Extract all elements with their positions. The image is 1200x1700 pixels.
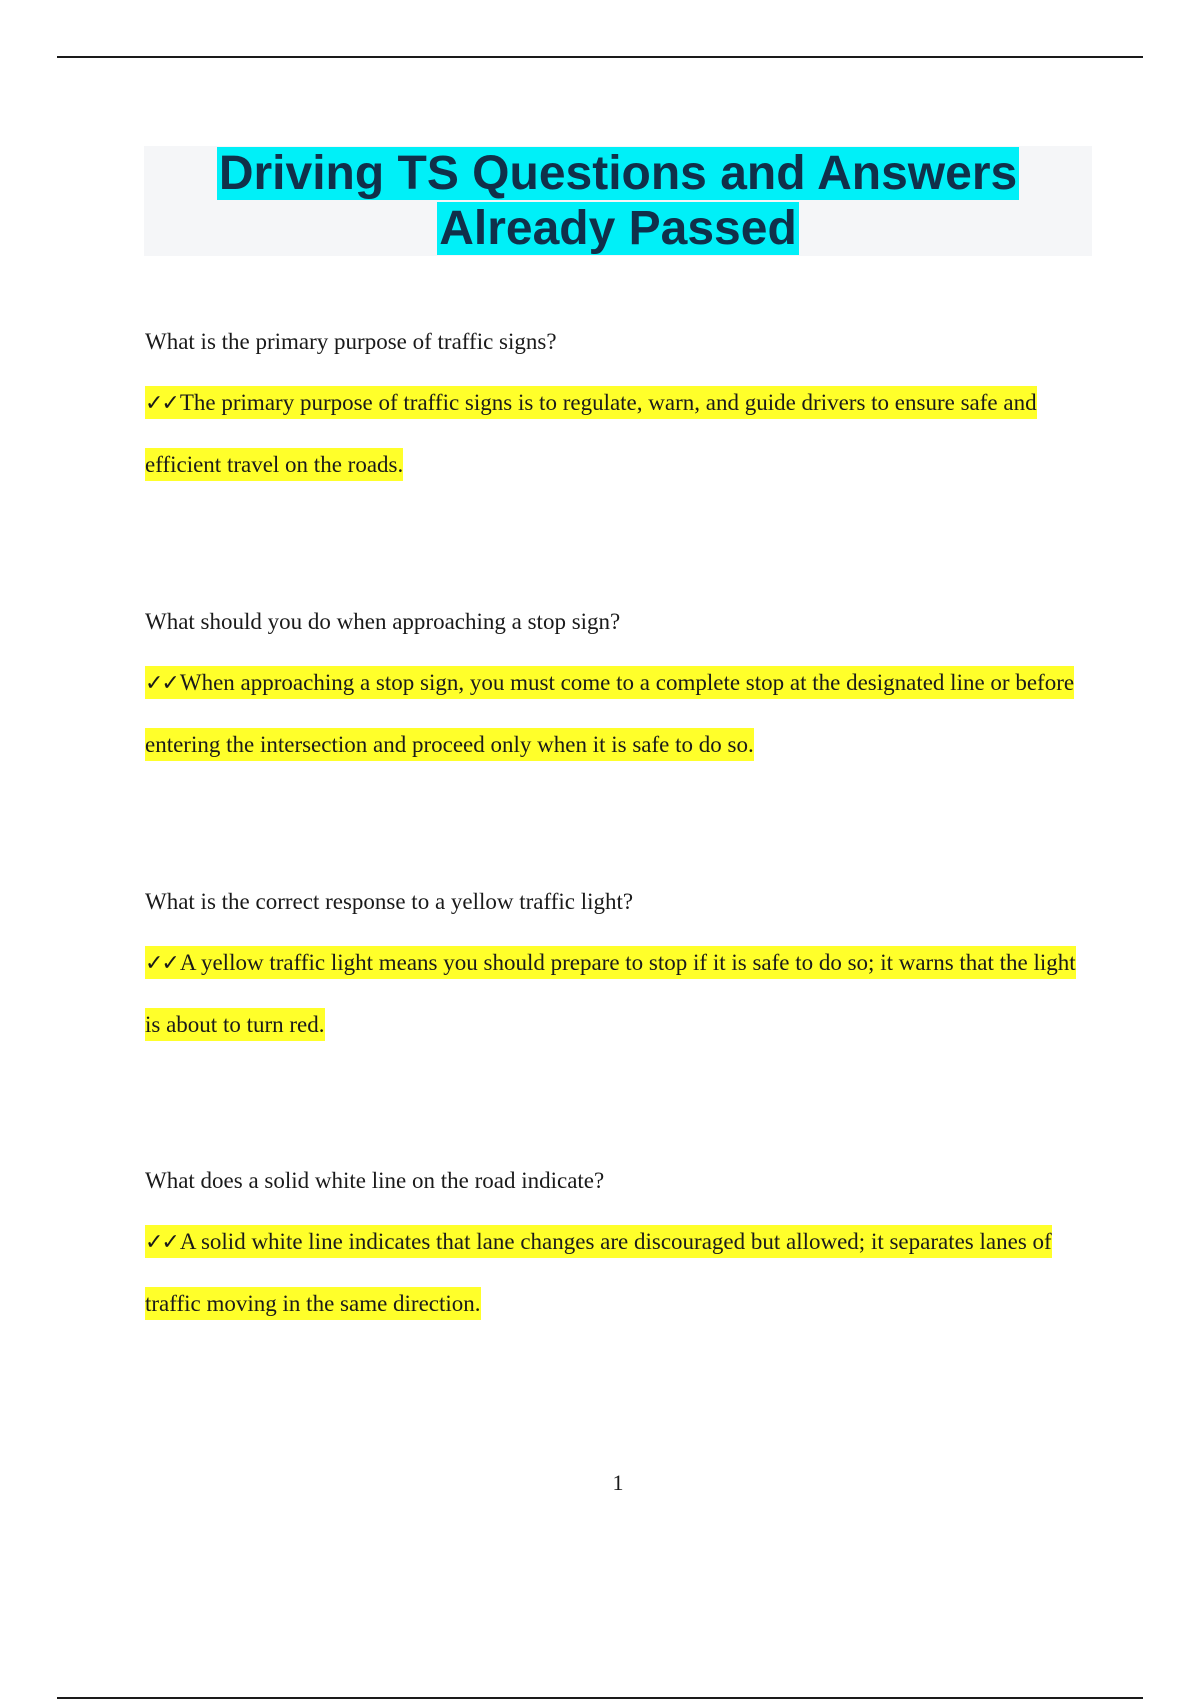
answer-body: A solid white line indicates that lane changes are discouraged but allowed; it separates lanes of traffic moving in the same direction. <box>145 1229 1052 1316</box>
qa-item <box>145 327 1085 495</box>
checkmark-icon: ✓✓ <box>145 951 178 976</box>
answer-text <box>145 1211 1085 1334</box>
title-line-1: Driving TS Questions and Answers <box>218 147 1018 200</box>
qa-item <box>145 607 1085 775</box>
answer-body: When approaching a stop sign, you must come to a complete stop at the designated line or before entering the intersection and proceed only when it is safe to do so. <box>145 670 1075 757</box>
document-title <box>144 146 1092 256</box>
qa-item <box>145 887 1085 1055</box>
answer-text <box>145 932 1085 1055</box>
question-text: What is the primary purpose of traffic signs? <box>145 329 557 354</box>
header-rule <box>57 56 1143 58</box>
footer-rule <box>57 1697 1143 1699</box>
answer-body: A yellow traffic light means you should prepare to stop if it is safe to do so; it warns that the light is about to turn red. <box>145 950 1076 1037</box>
answer-body: The primary purpose of traffic signs is to regulate, warn, and guide drivers to ensure safe and efficient travel on the roads. <box>145 390 1037 477</box>
title-line-2: Already Passed <box>439 202 797 255</box>
answer-text <box>145 372 1085 495</box>
checkmark-icon: ✓✓ <box>145 671 178 696</box>
checkmark-icon: ✓✓ <box>145 1230 178 1255</box>
question-text: What is the correct response to a yellow traffic light? <box>145 889 634 914</box>
qa-item <box>145 1166 1085 1334</box>
title-block <box>144 146 1092 256</box>
answer-text <box>145 652 1085 775</box>
question-text: What does a solid white line on the road indicate? <box>145 1168 605 1193</box>
page-number: 1 <box>612 1470 624 1495</box>
checkmark-icon: ✓✓ <box>145 391 178 416</box>
question-text: What should you do when approaching a stop sign? <box>145 609 621 634</box>
